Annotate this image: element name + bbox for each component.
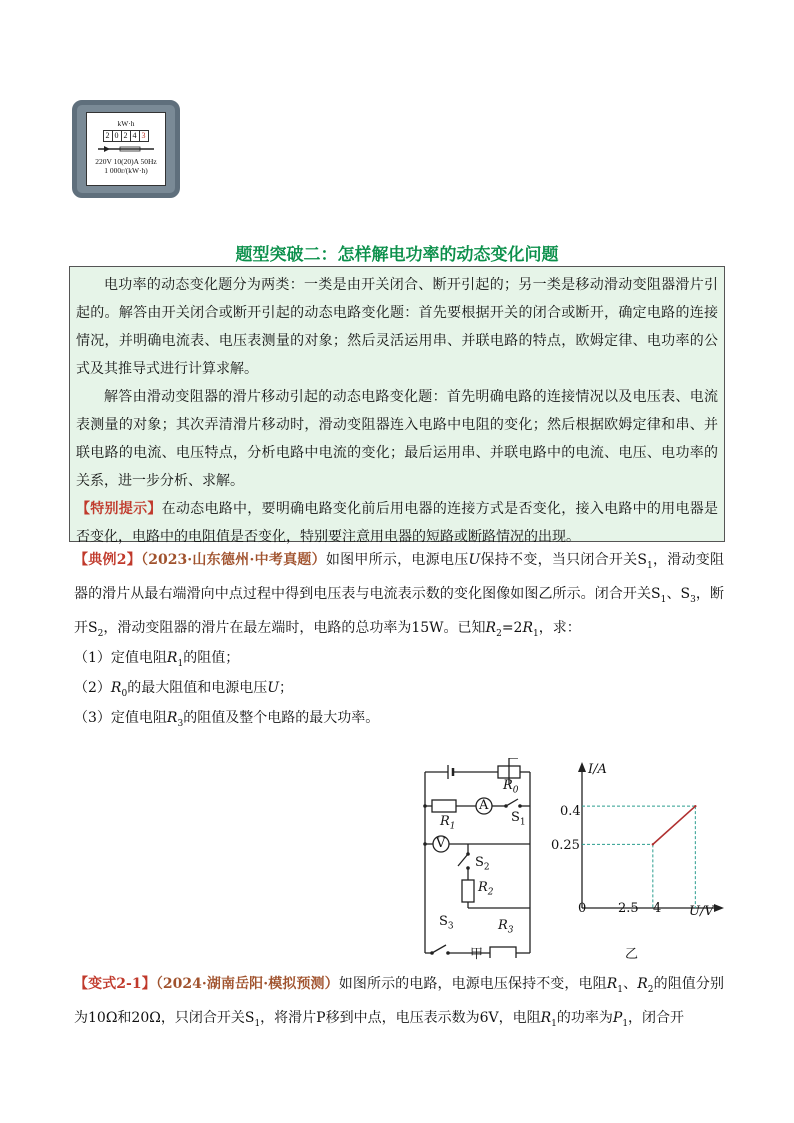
label-sub: 0 — [512, 785, 519, 796]
y-axis-arrow — [578, 762, 586, 772]
x-tick-label: 0 — [578, 901, 587, 916]
x-axis-arrow — [714, 904, 724, 912]
question-text: 的阻值及整个电路的最大功率。 — [183, 710, 380, 726]
question-1: （1）定值电阻$R_1$的阻值； — [74, 650, 240, 669]
label-r3 — [498, 918, 514, 936]
variant-text: 的功率为 — [556, 1009, 613, 1026]
label-text: R — [503, 778, 513, 793]
y-tick-label: 0.25 — [551, 838, 580, 853]
question-2: $(2)R_0$的最大阻值和电源电压U； — [74, 680, 294, 699]
electric-meter-image — [72, 100, 180, 198]
data-line — [653, 806, 696, 844]
variant-label: 【变式2-1】 — [74, 976, 156, 992]
question-3: （3）定值电阻$R_3$的阻值及整个电路的最大功率。 — [74, 710, 380, 729]
label-text: R — [478, 880, 488, 895]
example-label: 【典例2】 — [74, 552, 142, 568]
x-tick-label: 4 — [653, 901, 662, 916]
example-text: ，滑动变阻器的滑片在最左端时，电路的总功率为15W。已知 — [103, 619, 486, 636]
variant-text: 如图所示的电路，电源电压保持不变，电阻 — [338, 976, 607, 992]
meter-spec-revolutions: 1 000r/(kW·h) — [104, 166, 148, 175]
example-text: ，滑动变阻器的滑片从最右端滑向中点过程中得到电压表与电流表示数的变化图像如图乙所示。闭合开关S — [74, 552, 725, 602]
label-s3 — [439, 914, 454, 932]
label-sub: 2 — [483, 862, 490, 873]
label-text: S — [439, 914, 448, 929]
variant-text: ，将滑片P移到中点，电压表示数为6V，电阻 — [260, 1009, 541, 1026]
example-source: （2023·山东德州·中考真题） — [141, 552, 326, 568]
tip-label: 【特别提示】 — [76, 501, 162, 517]
label-sub: 3 — [507, 925, 514, 936]
label-sub: 1 — [449, 821, 456, 832]
summary-paragraph-1: 电功率的动态变化题分为两类：一类是由开关闭合、断开引起的；另一类是移动滑动变阻器滑片引起的。解答由开关闭合或断开引起的动态电路变化题：首先要根据开关的闭合或断开，确定电路的连接情况，并明确电流表、电压表测量的对象；然后灵活运用串、并联电路的特点，欧姆定律、电功率的公式及其推导式进行计算求解。 — [76, 277, 718, 377]
label-r2 — [478, 880, 494, 898]
meter-digits — [87, 130, 165, 142]
caption-yi: 乙 — [625, 947, 639, 962]
meter-digit: 4 — [130, 130, 140, 142]
example-text: 、S — [666, 585, 691, 602]
meter-spec-voltage: 220V 10(20)A 50Hz — [95, 157, 157, 166]
example-text: ，断开S — [74, 585, 725, 636]
example-2-text: 【典例2】（2023·山东德州·中考真题）如图甲所示，电源电压U保持不变，当只闭合开关$S_1$，滑动变阻器的滑片从最右端滑向中点过程中得到电压表与电流表示数的变化图像如图乙所示。闭合开关$S_1$、$S_3$，断开$S_2$，滑动变阻器的滑片在最左端时，电路的总功率为15W。已知$R_2=2R_1$，求： — [74, 552, 725, 639]
label-sub: 3 — [447, 921, 454, 932]
question-text: 的最大阻值和电源电压 — [127, 680, 268, 696]
example-text: 保持不变，当只闭合开关S — [480, 552, 647, 568]
label-sub: 1 — [519, 817, 526, 828]
question-text: （2） — [74, 680, 111, 696]
variant-text: ，闭合开 — [628, 1009, 685, 1026]
meter-face — [86, 112, 166, 186]
label-text: S — [511, 810, 520, 825]
variant-source: （2024·湖南岳阳·模拟预测） — [155, 976, 339, 992]
label-text: R — [440, 814, 450, 829]
variant-2-1-text: 【变式2-1】（2024·湖南岳阳·模拟预测）如图所示的电路，电源电压保持不变，电阻$R_1$、$R_2$的阻值分别为10Ω和20Ω，只闭合开关$S_1$，将滑片P移到中点，电压表示数为6V，电阻$R_1$的功率为$P_1$，闭合开 — [74, 976, 725, 1029]
data-point — [652, 843, 654, 845]
caption-jia: 甲 — [470, 947, 484, 962]
label-text: R — [498, 918, 508, 933]
meter-digit: 2 — [103, 130, 113, 142]
question-text: （3）定值电阻 — [74, 710, 167, 726]
label-r0 — [503, 778, 519, 796]
label-s2 — [475, 855, 490, 873]
question-text: 的阻值； — [183, 650, 240, 666]
label-s1 — [511, 810, 526, 828]
question-text: （1）定值电阻 — [74, 650, 167, 666]
summary-paragraph-2: 解答由滑动变阻器的滑片移动引起的动态电路变化题：首先明确电路的连接情况以及电压表、电流表测量的对象；其次弄清滑片移动时，滑动变阻器连入电路中电阻的变化；然后根据欧姆定律和串、并联电路的电流、电压特点，分析电路中电流的变化；最后运用串、并联电路中的电流、电压、电功率的关系，进一步分析、求解。 — [76, 389, 718, 489]
example-text: 如图甲所示，电源电压 — [325, 552, 469, 568]
label-sub: 2 — [487, 887, 494, 898]
x-tick-label: 2.5 — [618, 901, 639, 916]
example-text: ，求： — [538, 619, 581, 636]
meter-digit: 0 — [112, 130, 122, 142]
y-tick-label: 0.4 — [560, 804, 581, 819]
special-tip — [76, 495, 718, 551]
data-point — [694, 805, 696, 807]
label-r1 — [440, 814, 456, 832]
meter-digit: 3 — [139, 130, 149, 142]
meter-dial-icon — [96, 145, 156, 153]
variant-text: 的阻值分别为10Ω和20Ω，只闭合开关S — [74, 976, 725, 1026]
ammeter-label: A — [479, 798, 489, 813]
method-summary-box — [69, 266, 725, 545]
section-title: 题型突破二：怎样解电功率的动态变化问题 — [235, 245, 559, 265]
label-text: S — [475, 855, 484, 870]
meter-digit: 2 — [121, 130, 131, 142]
voltmeter-label: V — [436, 836, 446, 851]
y-axis-label: I/A — [588, 762, 607, 777]
meter-unit: kW·h — [117, 119, 135, 128]
tip-text: 在动态电路中，要明确电路变化前后用电器的连接方式是否变化，接入电路中的用电器是否变化，电路中的电阻值是否变化，特别要注意用电器的短路或断路情况的出现。 — [76, 501, 719, 545]
x-axis-label: U/V — [689, 904, 714, 919]
